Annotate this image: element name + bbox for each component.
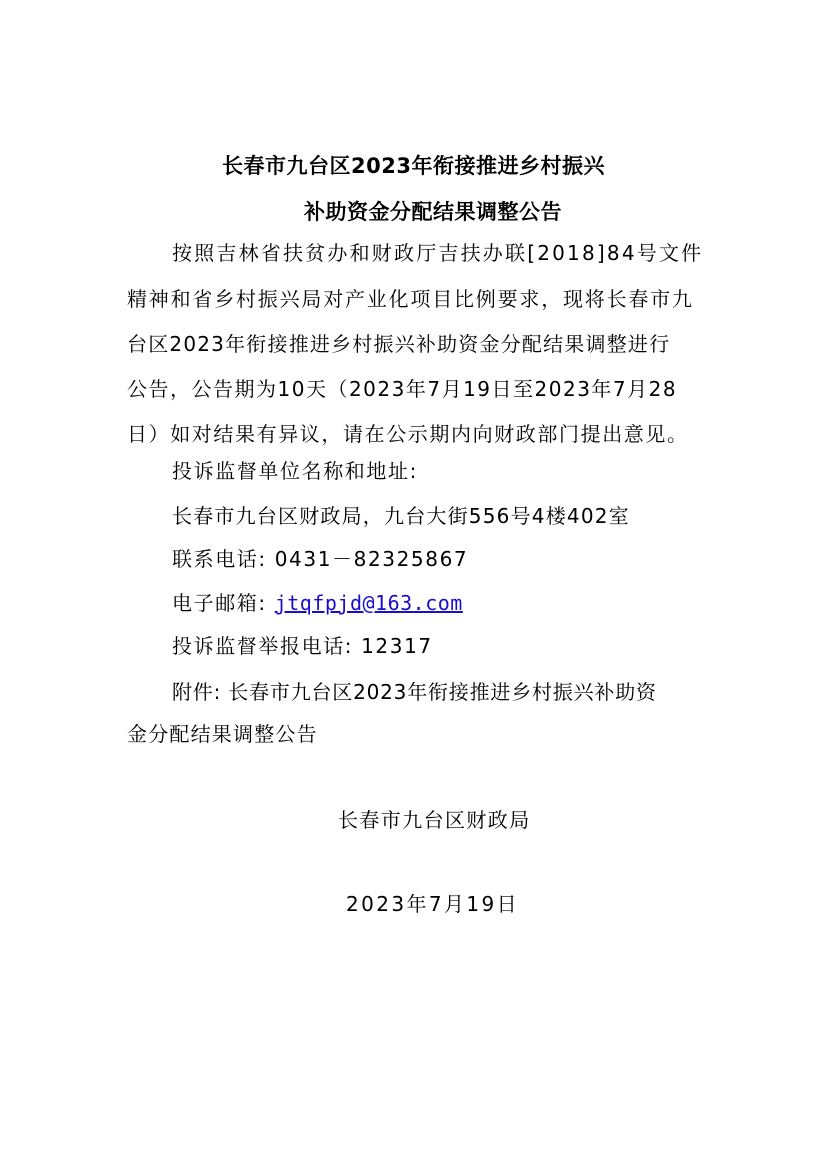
contact-email-label: 电子邮箱:: [172, 591, 267, 615]
attachment-line-2: 金分配结果调整公告: [127, 722, 318, 746]
signature-organization: 长春市九台区财政局: [338, 808, 531, 832]
signature-date: 2023年7月19日: [346, 892, 520, 916]
hotline: [172, 630, 433, 659]
body-paragraph-line-2: 精神和省乡村振兴局对产业化项目比例要求，现将长春市九: [127, 287, 694, 311]
supervision-heading: 投诉监督单位名称和地址:: [172, 459, 418, 483]
body-paragraph-line-5: 日）如对结果有异议，请在公示期内向财政部门提出意见。: [127, 422, 689, 446]
body-paragraph-line-3: 台区2023年衔接推进乡村振兴补助资金分配结果调整进行: [127, 332, 671, 356]
supervision-address: 长春市九台区财政局，九台大街556号4楼402室: [172, 504, 630, 528]
body-paragraph-line-1: 按照吉林省扶贫办和财政厅吉扶办联[2018]84号文件: [172, 241, 704, 265]
contact-phone: [172, 543, 468, 572]
hotline-label: 投诉监督举报电话:: [172, 634, 354, 658]
contact-phone-label: 联系电话:: [172, 547, 267, 571]
contact-email: [172, 587, 463, 616]
body-paragraph-line-4: 公告，公告期为10天（2023年7月19日至2023年7月28: [127, 377, 678, 401]
contact-phone-value: 0431－82325867: [274, 547, 469, 571]
attachment-line-1: 附件: 长春市九台区2023年衔接推进乡村振兴补助资: [172, 680, 657, 704]
email-link[interactable]: jtqfpjd@163.com: [274, 591, 463, 615]
page-title-line-1: 长春市九台区2023年衔接推进乡村振兴: [222, 154, 605, 178]
page-title-line-2: 补助资金分配结果调整公告: [304, 200, 562, 224]
hotline-value: 12317: [361, 634, 433, 658]
